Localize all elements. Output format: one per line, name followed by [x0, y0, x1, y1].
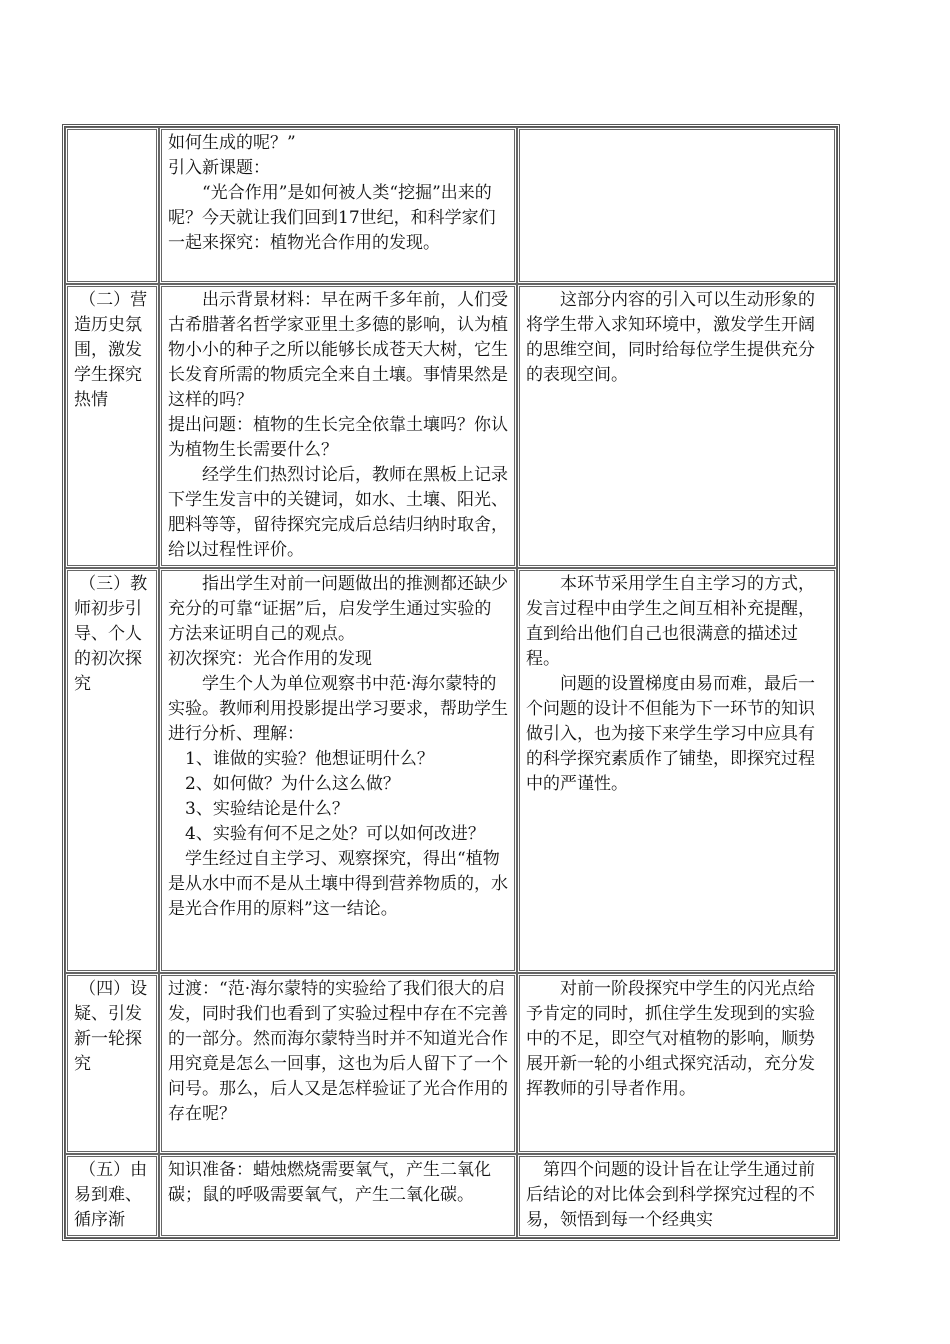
- table-row: [65, 973, 837, 1154]
- note-paragraph: 对前一阶段探究中学生的闪光点给予肯定的同时，抓住学生发现到的实验中的不足，即空气对植物的影响，顺势展开新一轮的小组式探究活动，充分发挥教师的引导者作用。: [526, 979, 815, 1099]
- note-cell: [517, 1154, 837, 1238]
- content-paragraph: 出示背景材料：早在两千多年前，人们受古希腊著名哲学家亚里土多德的影响，认为植物小小的种子之所以能够长成苍天大树，它生长发育所需的物质完全来自土壤。事情果然是这样的吗？: [168, 290, 508, 410]
- content-paragraph: 过渡：“范·海尔蒙特的实验给了我们很大的启发，同时我们也看到了实验过程中存在不完善的一部分。然而海尔蒙特当时并不知道光合作用究竟是怎么一回事，这也为后人留下了一个问号。那么，后人又是怎样验证了光合作用的存在呢？: [168, 979, 508, 1124]
- stage-cell: （五）由易到难、循序渐: [65, 1154, 159, 1238]
- table-row: [65, 284, 837, 568]
- content-paragraph: 学生经过自主学习、观察探究，得出“植物是从水中而不是从土壤中得到营养物质的，水是光合作用的原料”这一结论。: [168, 849, 508, 919]
- content-paragraph: 学生个人为单位观察书中范·海尔蒙特的实验。教师利用投影提出学习要求，帮助学生进行分析、理解：: [168, 674, 508, 744]
- question-item: 4、实验有何不足之处？可以如何改进？: [185, 824, 485, 844]
- content-paragraph: 指出学生对前一问题做出的推测都还缺少充分的可靠“证据”后，启发学生通过实验的方法来证明自己的观点。: [168, 574, 508, 644]
- content-paragraph: 引入新课题：: [168, 158, 270, 178]
- stage-cell: （二）营造历史氛围，激发学生探究热情: [65, 284, 159, 568]
- question-item: 1、谁做的实验？他想证明什么？: [185, 749, 434, 769]
- content-paragraph: 经学生们热烈讨论后，教师在黑板上记录下学生发言中的关键词，如水、土壤、阳光、肥料等等，留待探究完成后总结归纳时取舍，给以过程性评价。: [168, 465, 508, 560]
- note-cell: [517, 568, 837, 973]
- question-item: 3、实验结论是什么？: [185, 799, 349, 819]
- content-paragraph: 知识准备：蜡烛燃烧需要氧气，产生二氧化碳；鼠的呼吸需要氧气，产生二氧化碳。: [168, 1160, 491, 1205]
- content-paragraph: 提出问题：植物的生长完全依靠土壤吗？你认为植物生长需要什么？: [168, 415, 508, 460]
- note-paragraph: 本环节采用学生自主学习的方式，发言过程中由学生之间互相补充提醒，直到给出他们自己也很满意的描述过程。: [526, 574, 815, 669]
- content-cell: [159, 973, 517, 1154]
- content-paragraph: 如何生成的呢？”: [168, 133, 296, 153]
- question-item: 2、如何做？为什么这么做？: [185, 774, 400, 794]
- note-cell: [517, 284, 837, 568]
- content-cell: [159, 568, 517, 973]
- content-paragraph: “光合作用”是如何被人类“挖掘”出来的呢？今天就让我们回到17世纪，和科学家们一起来探究：植物光合作用的发现。: [168, 183, 496, 253]
- note-paragraph: 这部分内容的引入可以生动形象的将学生带入求知环境中，激发学生开阔的思维空间，同时给每位学生提供充分的表现空间。: [526, 290, 815, 385]
- note-paragraph: 第四个问题的设计旨在让学生通过前后结论的对比体会到科学探究过程的不易，领悟到每一个经典实: [526, 1160, 815, 1230]
- note-cell: [517, 973, 837, 1154]
- stage-cell: （四）设疑、引发新一轮探究: [65, 973, 159, 1154]
- content-cell: [159, 284, 517, 568]
- stage-cell: （三）教师初步引导、个人的初次探究: [65, 568, 159, 973]
- note-cell: [517, 127, 837, 284]
- content-cell: [159, 127, 517, 284]
- table-row: [65, 568, 837, 973]
- content-paragraph: 初次探究：光合作用的发现: [168, 649, 372, 669]
- lesson-plan-table: [62, 124, 840, 1241]
- stage-cell: [65, 127, 159, 284]
- table-row: [65, 127, 837, 284]
- table-row: [65, 1154, 837, 1238]
- content-cell: [159, 1154, 517, 1238]
- note-paragraph: 问题的设置梯度由易而难，最后一个问题的设计不但能为下一环节的知识做引入，也为接下来学生学习中应具有的科学探究素质作了铺垫，即探究过程中的严谨性。: [526, 674, 815, 794]
